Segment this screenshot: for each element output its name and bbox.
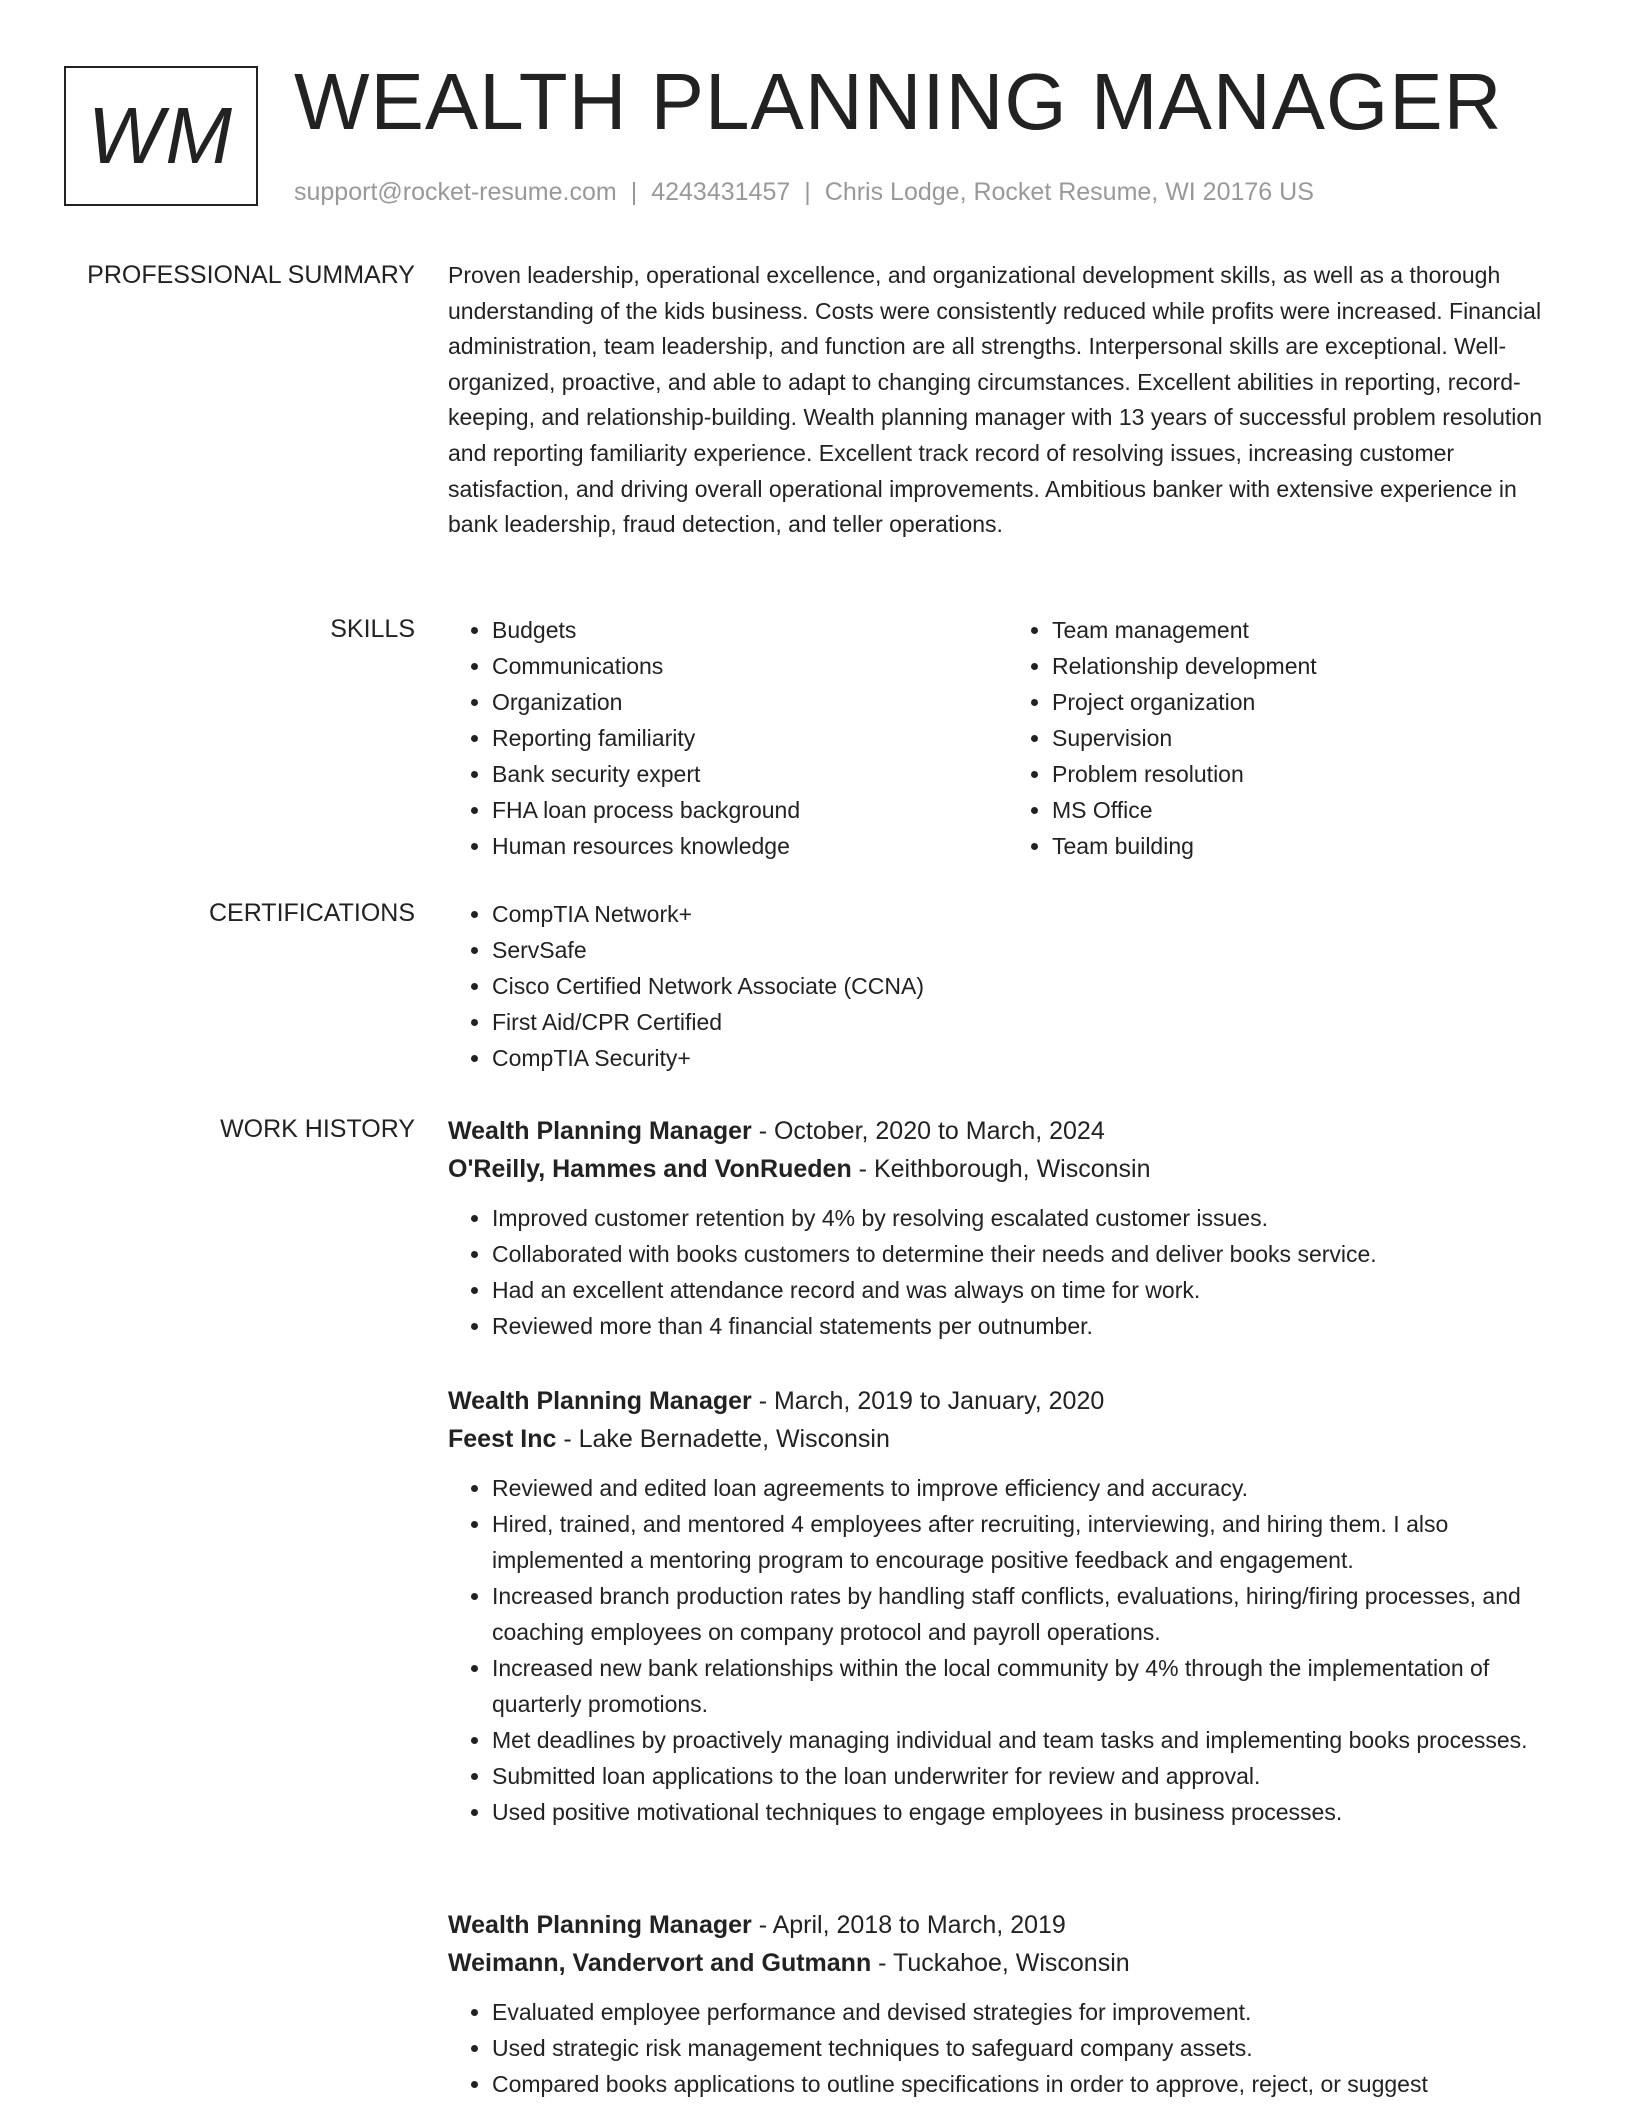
separator: | <box>804 178 811 206</box>
page-title: WEALTH PLANNING MANAGER <box>294 57 1503 146</box>
company-location: - Tuckahoe, Wisconsin <box>871 1949 1130 1977</box>
email: support@rocket-resume.com <box>294 178 617 206</box>
list-item: • Human resources knowledge <box>492 828 1008 864</box>
list-item: • Increased new bank relationships within the local community by 4% through the implementation of quarterly promotions. <box>492 1650 1568 1722</box>
certifications-list <box>448 896 1568 1076</box>
job-dates: - October, 2020 to March, 2024 <box>751 1117 1105 1145</box>
company-line <box>448 1150 1568 1188</box>
list-item: • Met deadlines by proactively managing individual and team tasks and implementing books processes. <box>492 1722 1568 1758</box>
company-name: O'Reilly, Hammes and VonRueden <box>448 1155 852 1183</box>
list-item: • Project organization <box>1052 684 1568 720</box>
list-item: • Cisco Certified Network Associate (CCNA) <box>492 968 1568 1004</box>
company-location: - Lake Bernadette, Wisconsin <box>556 1425 890 1453</box>
job-dates: - April, 2018 to March, 2019 <box>751 1911 1066 1939</box>
list-item: • Improved customer retention by 4% by resolving escalated customer issues. <box>492 1200 1568 1236</box>
job-entry <box>448 1382 1568 1830</box>
job-dates: - March, 2019 to January, 2020 <box>751 1387 1105 1415</box>
list-item: • MS Office <box>1052 792 1568 828</box>
list-item: • Budgets <box>492 612 1008 648</box>
company-line <box>448 1944 1568 1982</box>
job-title-line <box>448 1112 1568 1150</box>
list-item: • Supervision <box>1052 720 1568 756</box>
list-item: • Team building <box>1052 828 1568 864</box>
list-item: • Communications <box>492 648 1008 684</box>
section-label: SKILLS <box>330 615 415 643</box>
list-item: • Reviewed more than 4 financial statements per outnumber. <box>492 1308 1568 1344</box>
list-item: • Team management <box>1052 612 1568 648</box>
list-item: • FHA loan process background <box>492 792 1008 828</box>
list-item: • Problem resolution <box>1052 756 1568 792</box>
skills-list-left <box>448 612 1008 864</box>
job-title: Wealth Planning Manager <box>448 1117 752 1145</box>
job-title: Wealth Planning Manager <box>448 1387 752 1415</box>
list-item: • CompTIA Security+ <box>492 1040 1568 1076</box>
summary-text: Proven leadership, operational excellence, and organizational development skills, as well as a thorough understanding of the kids business. Costs were consistently reduced while profits were increased. Financial administration, team leadership, and function are all strengths. Interpersonal skills are exceptional. Well-organized, proactive, and able to adapt to changing circumstances. Excellent abilities in reporting, record-keeping, and relationship-building. Wealth planning manager with 13 years of successful problem resolution and reporting familiarity experience. Excellent track record of resolving issues, increasing customer satisfaction, and driving overall operational improvements. Ambitious banker with extensive experience in bank leadership, fraud detection, and teller operations. <box>448 262 1542 538</box>
job-title: Wealth Planning Manager <box>448 1911 752 1939</box>
list-item: • Increased branch production rates by handling staff conflicts, evaluations, hiring/firing processes, and coaching employees on company protocol and payroll operations. <box>492 1578 1568 1650</box>
list-item: • Used strategic risk management techniques to safeguard company assets. <box>492 2030 1568 2066</box>
list-item: • Evaluated employee performance and devised strategies for improvement. <box>492 1994 1568 2030</box>
separator: | <box>630 178 638 206</box>
list-item: • Hired, trained, and mentored 4 employees after recruiting, interviewing, and hiring them. I also implemented a mentoring program to encourage positive feedback and engagement. <box>492 1506 1568 1578</box>
phone: 4243431457 <box>651 178 791 206</box>
company-location: - Keithborough, Wisconsin <box>851 1155 1151 1183</box>
job-bullets <box>448 1470 1568 1830</box>
list-item: • Submitted loan applications to the loan underwriter for review and approval. <box>492 1758 1568 1794</box>
company-line <box>448 1420 1568 1458</box>
contact-line <box>294 176 1314 208</box>
list-item: • Organization <box>492 684 1008 720</box>
list-item: • ServSafe <box>492 932 1568 968</box>
section-label: CERTIFICATIONS <box>208 899 415 927</box>
list-item: • Reporting familiarity <box>492 720 1008 756</box>
list-item: • Relationship development <box>1052 648 1568 684</box>
address: Chris Lodge, Rocket Resume, WI 20176 US <box>824 178 1314 206</box>
section-label: WORK HISTORY <box>220 1115 415 1143</box>
company-name: Weimann, Vandervort and Gutmann <box>448 1949 872 1977</box>
job-entry <box>448 1906 1568 2102</box>
list-item: • Used positive motivational techniques to engage employees in business processes. <box>492 1794 1568 1830</box>
list-item: • CompTIA Network+ <box>492 896 1568 932</box>
company-name: Feest Inc <box>448 1425 557 1453</box>
list-item: • Had an excellent attendance record and was always on time for work. <box>492 1272 1568 1308</box>
list-item: • Bank security expert <box>492 756 1008 792</box>
monogram: WM <box>64 66 258 206</box>
job-title-line <box>448 1382 1568 1420</box>
list-item: • Compared books applications to outline specifications in order to approve, reject, or suggest <box>492 2066 1568 2102</box>
skills-list-right <box>1008 612 1568 864</box>
job-bullets <box>448 1200 1568 1344</box>
job-entry <box>448 1112 1568 1344</box>
list-item: • First Aid/CPR Certified <box>492 1004 1568 1040</box>
job-title-line <box>448 1906 1568 1944</box>
job-bullets <box>448 1994 1568 2102</box>
section-label: PROFESSIONAL SUMMARY <box>87 261 415 289</box>
list-item: • Reviewed and edited loan agreements to improve efficiency and accuracy. <box>492 1470 1568 1506</box>
list-item: • Collaborated with books customers to determine their needs and deliver books service. <box>492 1236 1568 1272</box>
